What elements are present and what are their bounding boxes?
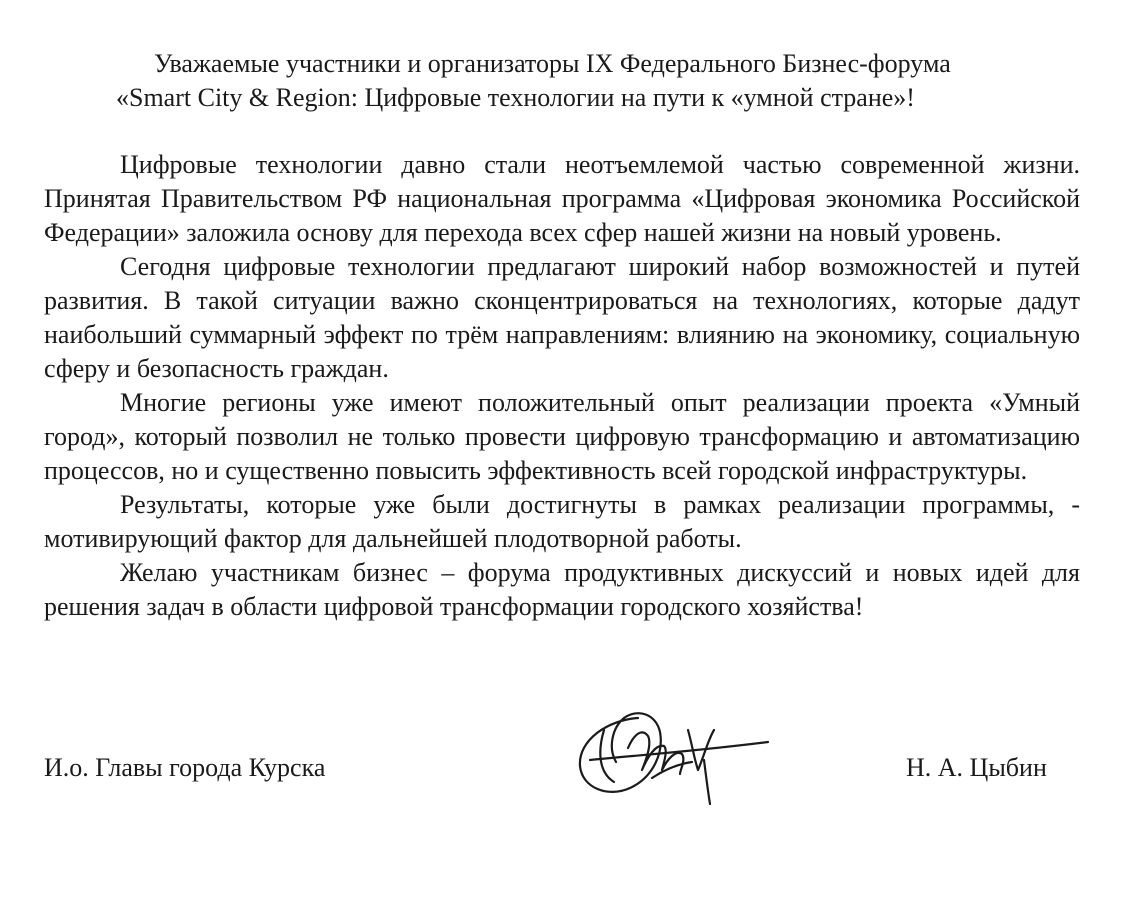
signer-name: Н. А. Цыбин bbox=[906, 753, 1047, 782]
position-title: И.о. Главы города Курска bbox=[44, 753, 326, 782]
paragraph-4: Результаты, которые уже были достигнуты в рамках реализации программы, - мотивирующий фактор для дальнейшей плодотворной работы. bbox=[44, 490, 1080, 553]
greeting-line-2: «Smart City & Region: Цифровые технологии на пути к «умной стране»! bbox=[116, 83, 915, 112]
letter-body bbox=[44, 148, 1080, 624]
paragraph-3: Многие регионы уже имеют положительный опыт реализации проекта «Умный город», который позволил не только провести цифровую трансформацию и автоматизацию процессов, но и существенно повысить эффективность всей городской инфраструктуры. bbox=[44, 388, 1080, 485]
paragraph-5: Желаю участникам бизнес – форума продуктивных дискуссий и новых идей для решения задач в области цифровой трансформации городского хозяйства! bbox=[44, 558, 1080, 621]
paragraph-2: Сегодня цифровые технологии предлагают широкий набор возможностей и путей развития. В такой ситуации важно сконцентрироваться на технологиях, которые дадут наибольший суммарный эффект по трём направлениям: влиянию на экономику, социальную сферу и безопасность граждан. bbox=[44, 252, 1080, 383]
greeting-line-1: Уважаемые участники и организаторы IX Федерального Бизнес-форума bbox=[154, 49, 951, 78]
paragraph-1: Цифровые технологии давно стали неотъемлемой частью современной жизни. Принятая Правительством РФ национальная программа «Цифровая экономика Российской Федерации» заложила основу для перехода всех сфер нашей жизни на новый уровень. bbox=[44, 150, 1080, 247]
handwritten-signature bbox=[568, 700, 774, 808]
